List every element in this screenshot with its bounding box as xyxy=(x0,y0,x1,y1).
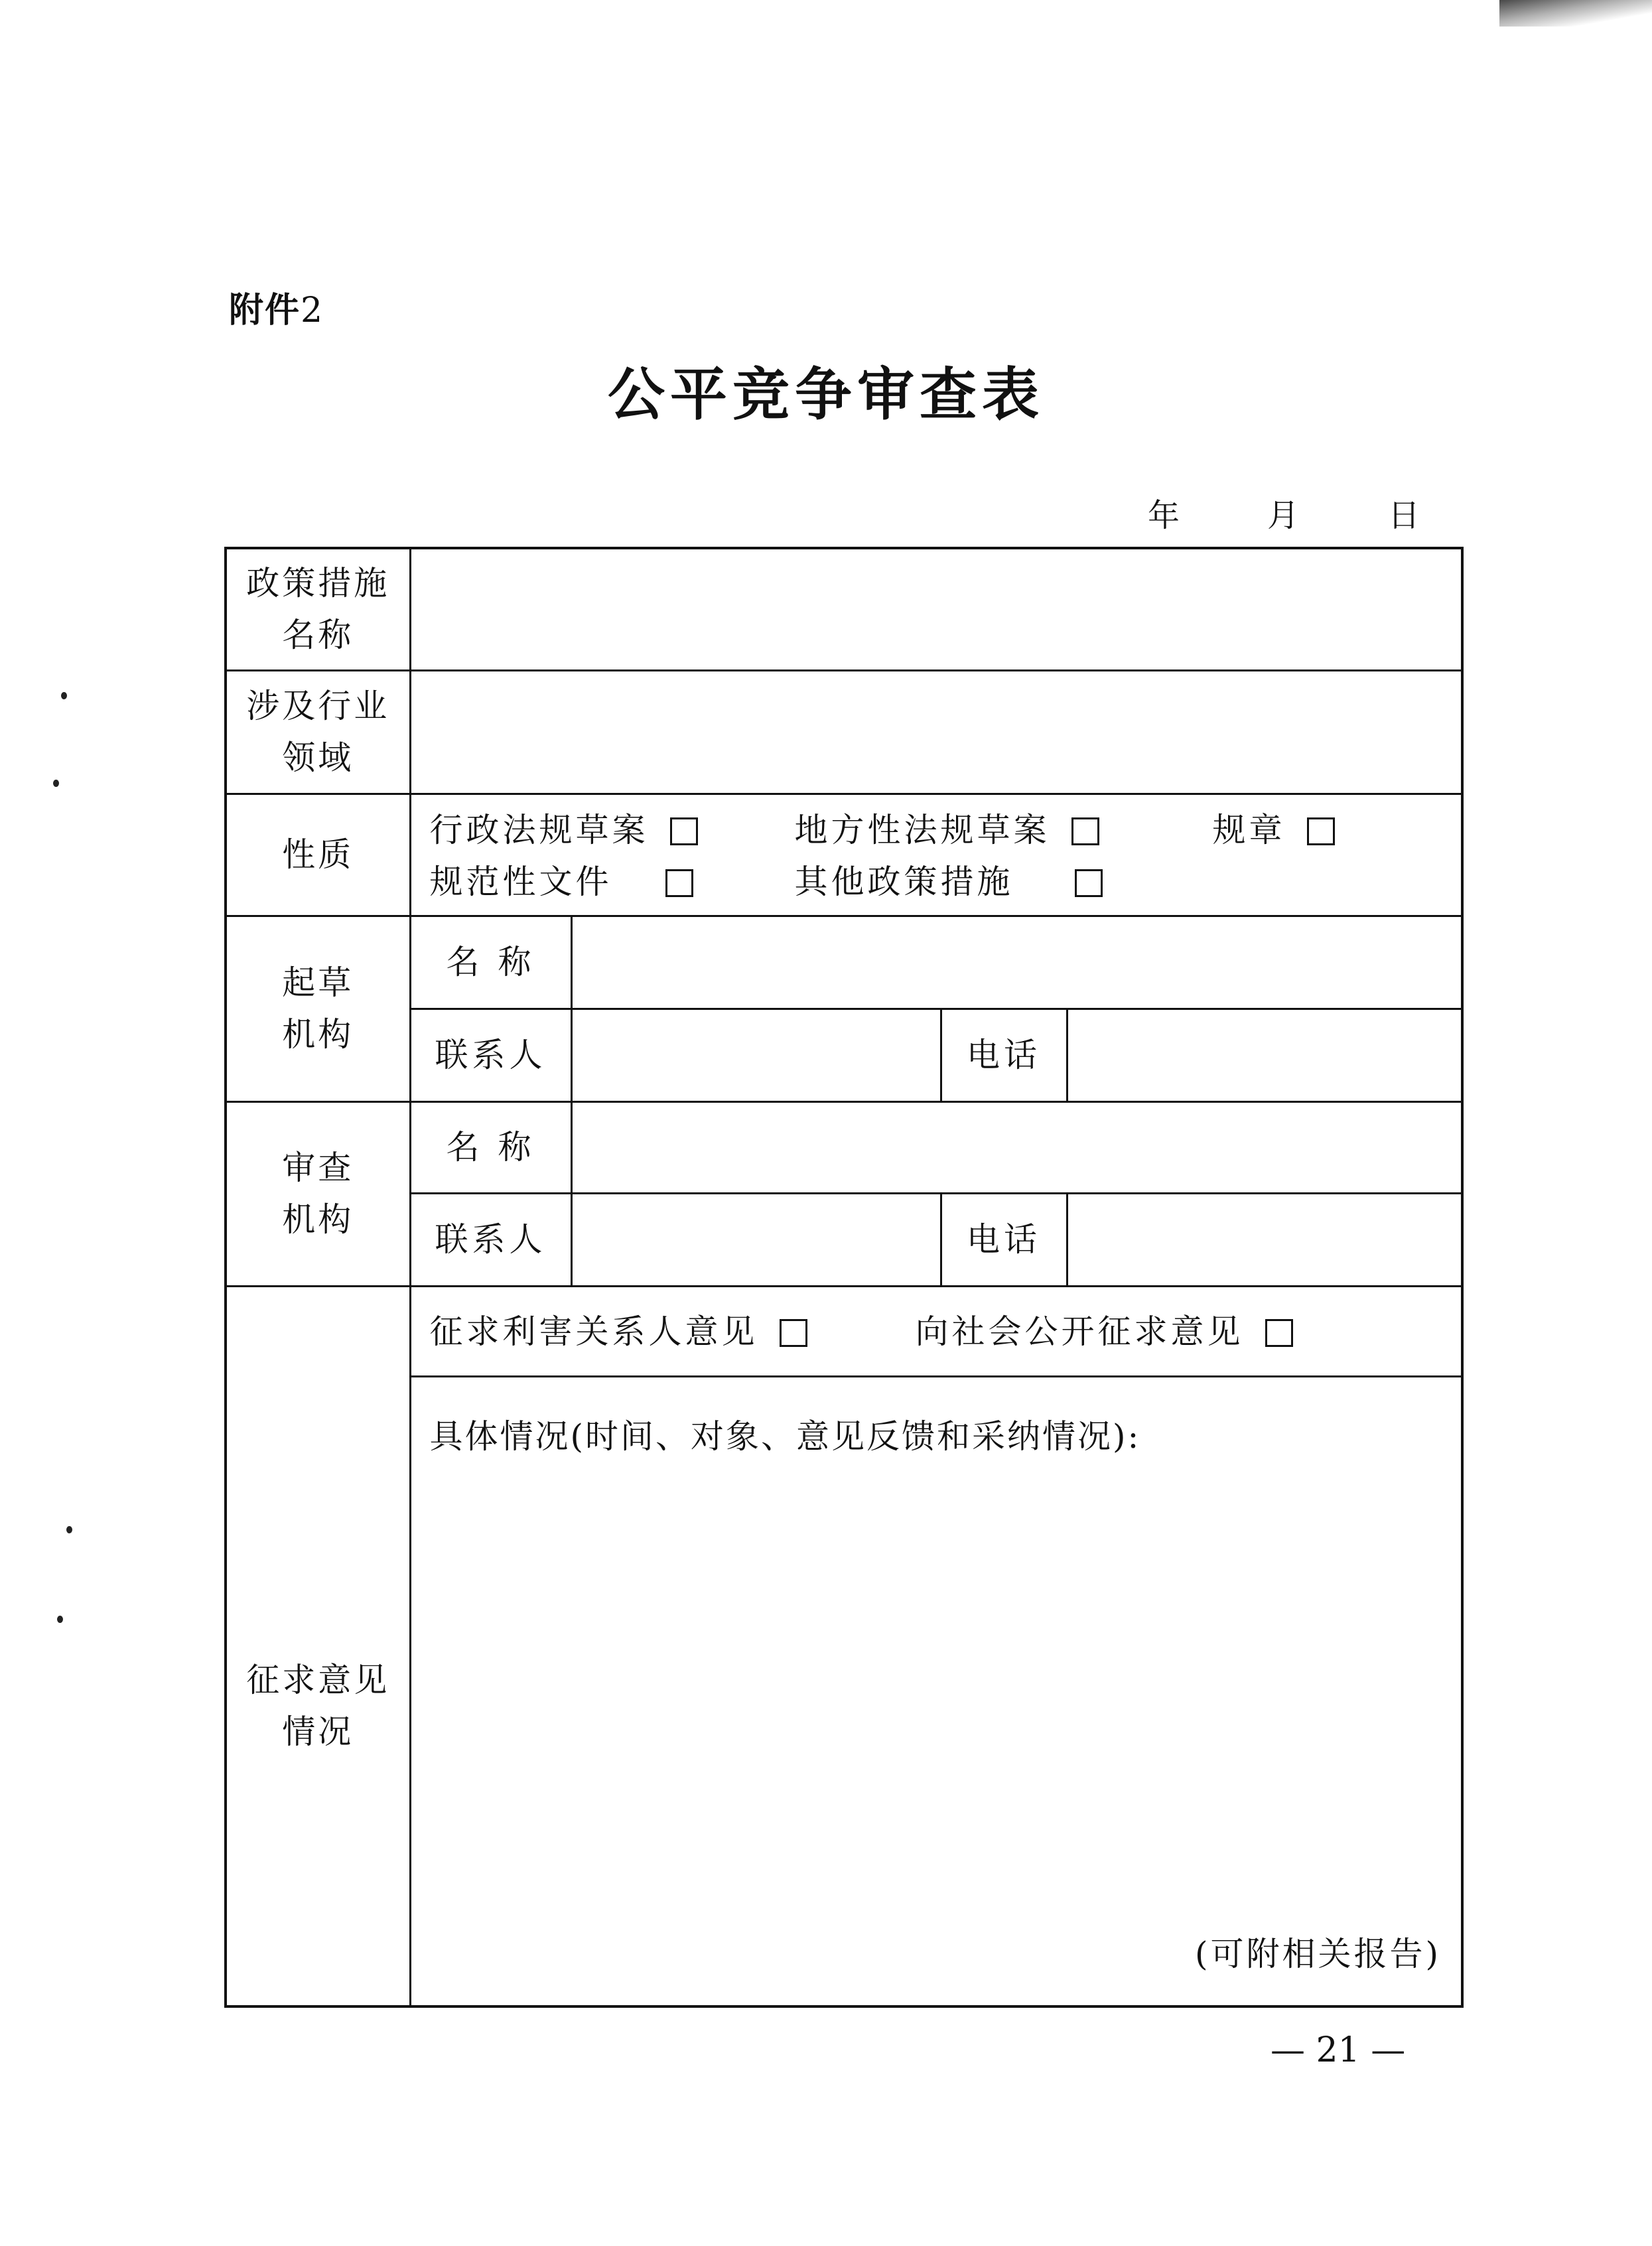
review-phone-label: 电话 xyxy=(941,1193,1067,1286)
row-review-name xyxy=(226,1101,1462,1193)
row-review-contact xyxy=(226,1193,1462,1286)
policy-name-label: 政策措施名称 xyxy=(226,548,410,670)
consultation-label: 征求意见情况 xyxy=(226,1286,410,2006)
row-policy-name xyxy=(226,548,1462,670)
date-month: 月 xyxy=(1267,497,1300,534)
nature-options xyxy=(410,794,1462,916)
row-drafting-contact xyxy=(226,1009,1462,1101)
checkbox-icon[interactable] xyxy=(665,869,693,897)
checkbox-icon[interactable] xyxy=(670,817,698,845)
scan-speck xyxy=(66,1526,72,1533)
scan-edge-shadow xyxy=(1499,0,1652,27)
details-label: 具体情况(时间、对象、意见反馈和采纳情况): xyxy=(429,1417,1141,1456)
option-admin-regulation[interactable]: 行政法规草案 xyxy=(430,804,698,856)
option-other-policy[interactable]: 其他政策措施 xyxy=(795,856,1103,908)
row-consult-options xyxy=(226,1286,1462,1376)
page-title: 公平竞争审查表 xyxy=(608,361,1044,428)
option-normative-doc[interactable]: 规范性文件 xyxy=(430,856,693,908)
option-public-consult[interactable]: 向社会公开征求意见 xyxy=(916,1306,1293,1358)
row-nature xyxy=(226,794,1462,916)
row-drafting-name xyxy=(226,916,1462,1009)
checkbox-icon[interactable] xyxy=(780,1319,807,1347)
review-form-table xyxy=(224,547,1464,2008)
date-day: 日 xyxy=(1388,497,1420,534)
review-name-label: 名 称 xyxy=(410,1101,571,1193)
review-phone-field[interactable] xyxy=(1067,1193,1462,1286)
nature-label: 性质 xyxy=(226,794,410,916)
checkbox-icon[interactable] xyxy=(1307,817,1335,845)
row-industry xyxy=(226,670,1462,794)
review-contact-field[interactable] xyxy=(571,1193,941,1286)
attachment-label: 附件2 xyxy=(229,291,324,330)
attach-note: (可附相关报告) xyxy=(1194,1935,1441,1973)
page-number: — 21 — xyxy=(1271,2030,1406,2070)
drafting-contact-field[interactable] xyxy=(571,1009,941,1101)
drafting-name-label: 名 称 xyxy=(410,916,571,1009)
drafting-contact-label: 联系人 xyxy=(410,1009,571,1101)
policy-name-field[interactable] xyxy=(410,548,1462,670)
industry-label: 涉及行业领域 xyxy=(226,670,410,794)
option-stakeholder-consult[interactable]: 征求利害关系人意见 xyxy=(430,1306,807,1358)
row-consult-details xyxy=(226,1376,1462,2006)
date-year: 年 xyxy=(1148,497,1180,534)
checkbox-icon[interactable] xyxy=(1075,869,1103,897)
consult-details-field[interactable] xyxy=(410,1376,1462,2006)
scan-speck xyxy=(53,780,59,787)
drafting-org-label: 起草机构 xyxy=(226,916,410,1101)
drafting-phone-field[interactable] xyxy=(1067,1009,1462,1101)
scan-speck xyxy=(57,1616,63,1623)
review-org-label: 审查机构 xyxy=(226,1101,410,1286)
option-rules[interactable]: 规章 xyxy=(1213,804,1335,856)
checkbox-icon[interactable] xyxy=(1265,1319,1293,1347)
consult-options xyxy=(410,1286,1462,1376)
industry-field[interactable] xyxy=(410,670,1462,794)
option-local-regulation[interactable]: 地方性法规草案 xyxy=(795,804,1099,856)
review-contact-label: 联系人 xyxy=(410,1193,571,1286)
review-name-field[interactable] xyxy=(571,1101,1462,1193)
checkbox-icon[interactable] xyxy=(1071,817,1099,845)
drafting-name-field[interactable] xyxy=(571,916,1462,1009)
drafting-phone-label: 电话 xyxy=(941,1009,1067,1101)
scan-speck xyxy=(61,692,67,699)
